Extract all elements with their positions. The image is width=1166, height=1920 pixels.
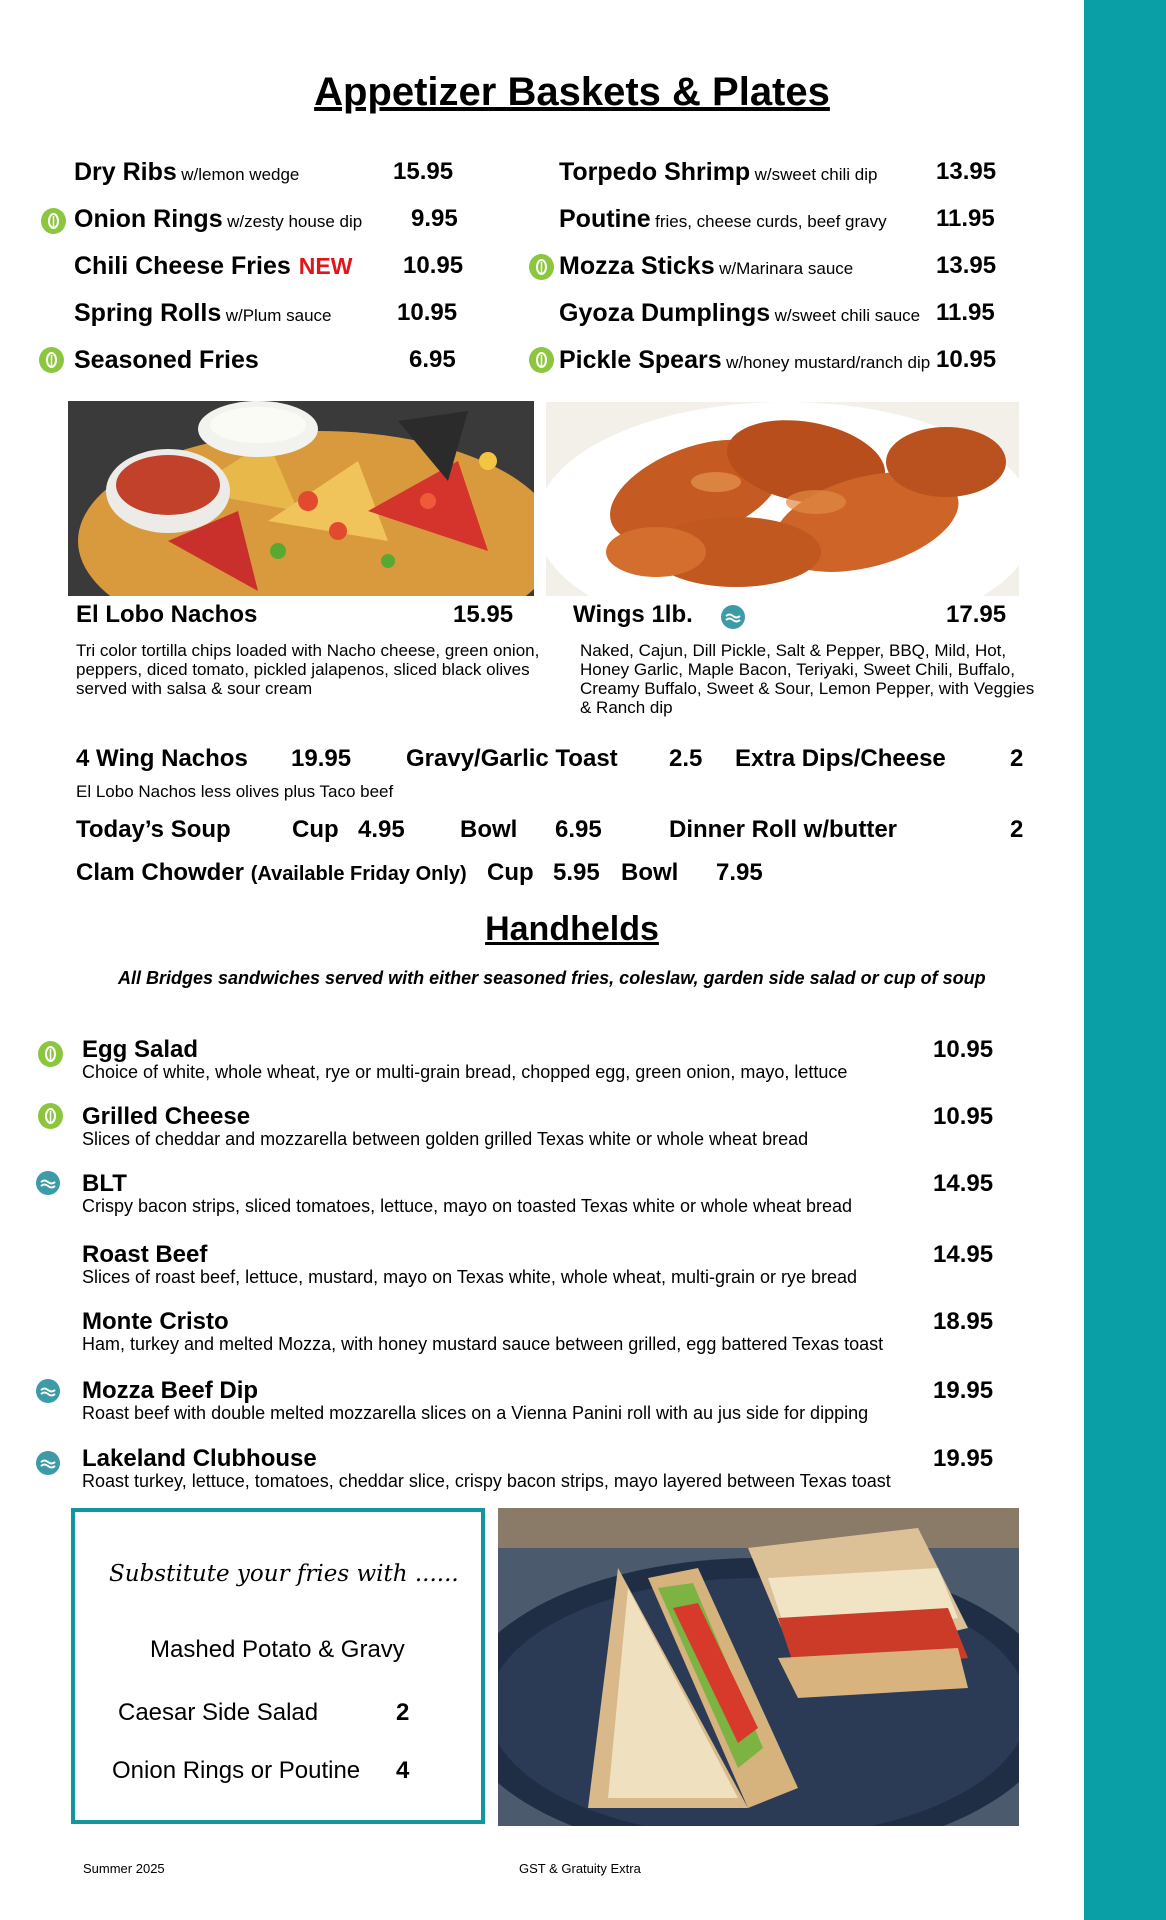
item-price: 13.95 bbox=[936, 252, 997, 279]
handheld-description: Slices of roast beef, lettuce, mustard, mayo on Texas white, whole wheat, multi-grain or rye bread bbox=[82, 1267, 858, 1287]
substitute-option: Caesar Side Salad bbox=[118, 1699, 319, 1726]
soup-cup-label: Cup bbox=[292, 816, 339, 843]
item-price: 13.95 bbox=[936, 158, 997, 185]
wave-icon bbox=[36, 1171, 60, 1195]
item-name: Torpedo Shrimp bbox=[559, 158, 751, 186]
footer-season: Summer 2025 bbox=[83, 1861, 165, 1876]
item-price: 10.95 bbox=[397, 299, 458, 326]
extra-dips-price: 2 bbox=[1010, 745, 1024, 772]
item-name: Pickle Spears bbox=[559, 346, 722, 374]
soup-cup-price: 4.95 bbox=[358, 816, 405, 843]
wings-price: 17.95 bbox=[946, 601, 1007, 628]
leaf-icon bbox=[529, 254, 554, 280]
item-name: Poutine bbox=[559, 205, 651, 233]
wing-nachos-note: El Lobo Nachos less olives plus Taco beef bbox=[76, 782, 394, 801]
menu-item-mozza-sticks bbox=[559, 252, 853, 281]
menu-item-torpedo-shrimp bbox=[559, 158, 877, 187]
handheld-price: 14.95 bbox=[933, 1241, 994, 1268]
menu-item-spring-rolls bbox=[74, 299, 332, 328]
item-note: fries, cheese curds, beef gravy bbox=[655, 212, 887, 231]
soup-bowl-label: Bowl bbox=[460, 816, 518, 843]
menu-item-seasoned-fries bbox=[74, 346, 259, 375]
nachos-description bbox=[76, 641, 539, 698]
chowder-bowl-price: 7.95 bbox=[716, 859, 763, 886]
item-name: Dry Ribs bbox=[74, 158, 177, 186]
chowder-name: Clam Chowder bbox=[76, 859, 245, 886]
item-name: Mozza Sticks bbox=[559, 252, 715, 280]
handheld-name: Lakeland Clubhouse bbox=[82, 1445, 317, 1472]
leaf-icon bbox=[529, 347, 554, 373]
gravy-toast-name: Gravy/Garlic Toast bbox=[406, 745, 618, 772]
soup-bowl-price: 6.95 bbox=[555, 816, 602, 843]
item-note: w/lemon wedge bbox=[181, 165, 300, 184]
handheld-description: Roast beef with double melted mozzarella slices on a Vienna Panini roll with au jus side for dipping bbox=[82, 1403, 869, 1423]
handheld-price: 10.95 bbox=[933, 1036, 994, 1063]
footer-tax-note: GST & Gratuity Extra bbox=[519, 1861, 641, 1876]
handheld-price: 10.95 bbox=[933, 1103, 994, 1130]
leaf-icon bbox=[38, 1103, 63, 1129]
menu-item-gyoza-dumplings bbox=[559, 299, 920, 328]
description-line: Honey Garlic, Maple Bacon, Teriyaki, Sweet Chili, Buffalo, bbox=[580, 660, 1015, 679]
description-line: peppers, diced tomato, pickled jalapenos, sliced black olives bbox=[76, 660, 530, 679]
wing-nachos-name: 4 Wing Nachos bbox=[76, 745, 248, 772]
handheld-name: Egg Salad bbox=[82, 1036, 199, 1063]
menu-item-onion-rings bbox=[74, 205, 362, 234]
accent-side-band bbox=[1084, 0, 1166, 1920]
chowder-note: (Available Friday Only) bbox=[250, 863, 467, 885]
item-price: 15.95 bbox=[393, 158, 454, 185]
substitute-price: 4 bbox=[396, 1757, 410, 1784]
item-note: w/Plum sauce bbox=[225, 306, 332, 325]
item-name: Gyoza Dumplings bbox=[559, 299, 771, 327]
item-note: w/sweet chili sauce bbox=[774, 306, 921, 325]
extra-dips-name: Extra Dips/Cheese bbox=[735, 745, 946, 772]
menu-item-chili-cheese-fries bbox=[74, 252, 352, 281]
handheld-name: Mozza Beef Dip bbox=[82, 1377, 259, 1404]
description-line: served with salsa & sour cream bbox=[76, 679, 313, 698]
substitute-heading: Substitute your fries with ...... bbox=[109, 1561, 459, 1587]
handheld-description: Crispy bacon strips, sliced tomatoes, lettuce, mayo on toasted Texas white or whole wheat bread bbox=[82, 1196, 853, 1216]
chowder-cup-price: 5.95 bbox=[553, 859, 600, 886]
wings-description bbox=[580, 641, 1034, 717]
soup-name: Today’s Soup bbox=[76, 816, 231, 843]
substitute-option: Onion Rings or Poutine bbox=[112, 1757, 361, 1784]
nachos-price: 15.95 bbox=[453, 601, 514, 628]
leaf-icon bbox=[39, 347, 64, 373]
section-title-handhelds: Handhelds bbox=[485, 910, 659, 948]
wave-icon bbox=[721, 605, 745, 629]
new-badge: NEW bbox=[298, 253, 353, 279]
handheld-price: 14.95 bbox=[933, 1170, 994, 1197]
item-price: 10.95 bbox=[403, 252, 464, 279]
item-note: w/honey mustard/ranch dip bbox=[726, 353, 931, 372]
wings-photo bbox=[546, 402, 1019, 596]
clubhouse-sandwich-photo bbox=[498, 1508, 1019, 1826]
handheld-description: Slices of cheddar and mozzarella between golden grilled Texas white or whole wheat bread bbox=[82, 1129, 809, 1149]
nachos-photo bbox=[68, 401, 534, 596]
clam-chowder-row bbox=[76, 859, 467, 887]
item-price: 11.95 bbox=[936, 299, 995, 326]
menu-item-pickle-spears bbox=[559, 346, 930, 375]
handheld-price: 18.95 bbox=[933, 1308, 994, 1335]
item-note: w/Marinara sauce bbox=[719, 259, 854, 278]
nachos-name: El Lobo Nachos bbox=[76, 601, 258, 628]
handheld-name: Roast Beef bbox=[82, 1241, 208, 1268]
handheld-description: Ham, turkey and melted Mozza, with honey mustard sauce between grilled, egg battered Texas toast bbox=[82, 1334, 884, 1354]
menu-item-poutine bbox=[559, 205, 887, 234]
item-note: w/sweet chili dip bbox=[754, 165, 878, 184]
item-name: Seasoned Fries bbox=[74, 346, 259, 374]
substitute-option: Mashed Potato & Gravy bbox=[150, 1636, 405, 1663]
wave-icon bbox=[36, 1451, 60, 1475]
section-title-appetizers: Appetizer Baskets & Plates bbox=[314, 70, 830, 114]
handheld-name: Monte Cristo bbox=[82, 1308, 229, 1335]
substitute-price: 2 bbox=[396, 1699, 410, 1726]
leaf-icon bbox=[38, 1041, 63, 1067]
description-line: Creamy Buffalo, Sweet & Sour, Lemon Pepper, with Veggies bbox=[580, 679, 1035, 698]
handheld-name: Grilled Cheese bbox=[82, 1103, 251, 1130]
gravy-toast-price: 2.5 bbox=[669, 745, 703, 772]
item-name: Onion Rings bbox=[74, 205, 223, 233]
dinner-roll-name: Dinner Roll w/butter bbox=[669, 816, 897, 843]
item-note: w/zesty house dip bbox=[227, 212, 363, 231]
menu-item-dry-ribs bbox=[74, 158, 299, 187]
description-line: Tri color tortilla chips loaded with Nacho cheese, green onion, bbox=[76, 641, 540, 660]
description-line: Naked, Cajun, Dill Pickle, Salt & Pepper, BBQ, Mild, Hot, bbox=[580, 641, 1007, 660]
leaf-icon bbox=[41, 208, 66, 234]
item-price: 11.95 bbox=[936, 205, 995, 232]
handheld-description: Roast turkey, lettuce, tomatoes, cheddar slice, crispy bacon strips, mayo layered between Texas toast bbox=[82, 1471, 891, 1491]
wing-nachos-price: 19.95 bbox=[291, 745, 352, 772]
handheld-price: 19.95 bbox=[933, 1445, 994, 1472]
handheld-description: Choice of white, whole wheat, rye or multi-grain bread, chopped egg, green onion, mayo, lettuce bbox=[82, 1062, 848, 1082]
wings-name: Wings 1lb. bbox=[573, 601, 693, 628]
handheld-price: 19.95 bbox=[933, 1377, 994, 1404]
item-price: 9.95 bbox=[411, 205, 458, 232]
chowder-cup-label: Cup bbox=[487, 859, 534, 886]
item-price: 6.95 bbox=[409, 346, 456, 373]
chowder-bowl-label: Bowl bbox=[621, 859, 679, 886]
item-name: Spring Rolls bbox=[74, 299, 222, 327]
wave-icon bbox=[36, 1379, 60, 1403]
description-line: & Ranch dip bbox=[580, 698, 673, 717]
dinner-roll-price: 2 bbox=[1010, 816, 1024, 843]
item-price: 10.95 bbox=[936, 346, 997, 373]
handhelds-note: All Bridges sandwiches served with either seasoned fries, coleslaw, garden side salad or cup of soup bbox=[118, 968, 986, 988]
handheld-name: BLT bbox=[82, 1170, 127, 1197]
item-name: Chili Cheese Fries bbox=[74, 252, 291, 280]
